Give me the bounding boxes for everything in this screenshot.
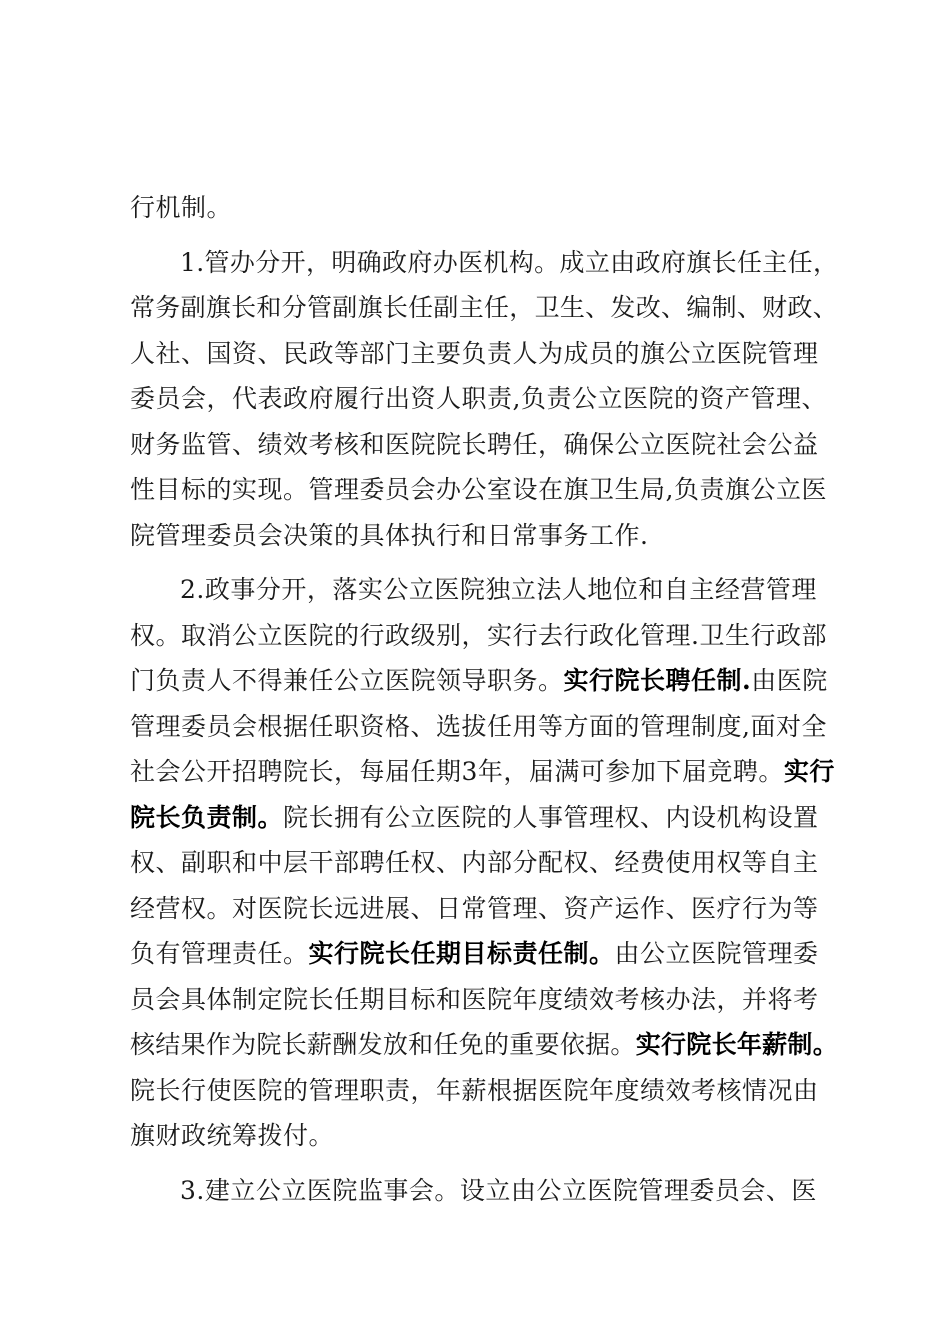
text-segment: 核结果作为院长薪酬发放和任免的重要依据。 <box>130 1030 636 1059</box>
text-segment: 人社、国资、民政等部门主要负责人为成员的旗公立医院管理 <box>130 338 819 368</box>
text-line <box>130 704 838 750</box>
bold-text-segment: 院长负责制。 <box>130 802 284 832</box>
paragraph-gap <box>130 1159 838 1168</box>
text-segment: 院管理委员会决策的具体执行和日常事务工作. <box>130 520 649 550</box>
text-segment: 由公立医院管理委 <box>614 939 819 968</box>
text-segment: 财务监管、绩效考核和医院院长聘任，确保公立医院社会公益 <box>130 429 819 459</box>
text-line <box>130 931 838 977</box>
text-segment: 负有管理责任。 <box>130 939 309 968</box>
bold-text-segment: 实行院长聘任制. <box>563 666 752 695</box>
text-segment: 经营权。对医院长远进展、日常管理、资产运作、医疗行为等 <box>130 893 819 923</box>
paragraph-gap <box>130 558 838 567</box>
text-segment: 旗财政统筹拨付。 <box>130 1121 335 1150</box>
text-segment: 常务副旗长和分管副旗长任副主任，卫生、发改、编制、财政、 <box>130 293 839 322</box>
text-segment: 行机制。 <box>130 193 233 222</box>
text-line <box>130 331 838 377</box>
bold-text-segment: 实行院长年薪制。 <box>635 1030 839 1059</box>
text-segment: 1.管办分开，明确政府办医机构。成立由政府旗长任主任， <box>180 247 839 277</box>
text-line <box>130 840 838 886</box>
text-line <box>130 795 838 841</box>
text-segment: 3.建立公立医院监事会。设立由公立医院管理委员会、医 <box>180 1175 817 1205</box>
text-line <box>130 1068 838 1114</box>
text-line <box>130 240 838 286</box>
text-line <box>130 467 838 513</box>
bold-text-segment: 实行院长任期目标责任制。 <box>308 939 615 968</box>
text-segment: 社会公开招聘院长，每届任期3年，届满可参加下届竞聘。 <box>130 757 784 786</box>
text-line <box>130 613 838 659</box>
text-line <box>130 977 838 1023</box>
text-line <box>130 567 838 613</box>
text-line <box>130 749 838 795</box>
text-segment: 性目标的实现。管理委员会办公室设在旗卫生局,负责旗公立医 <box>130 475 827 504</box>
text-line <box>130 1022 838 1068</box>
text-segment: 由医院 <box>751 666 828 695</box>
text-line <box>130 513 838 559</box>
text-segment: 院长拥有公立医院的人事管理权、内设机构设置 <box>283 802 819 832</box>
text-line <box>130 886 838 932</box>
text-segment: 权、副职和中层干部聘任权、内部分配权、经费使用权等自主 <box>130 848 819 877</box>
text-segment: 权。取消公立医院的行政级别，实行去行政化管理.卫生行政部 <box>130 620 827 650</box>
text-line <box>130 1168 838 1214</box>
text-segment: 门负责人不得兼任公立医院领导职务。 <box>130 666 564 695</box>
text-segment: 员会具体制定院长任期目标和医院年度绩效考核办法，并将考 <box>130 984 819 1014</box>
text-segment: 2.政事分开，落实公立医院独立法人地位和自主经营管理 <box>180 575 817 604</box>
text-line <box>130 1113 838 1159</box>
text-segment: 院长行使医院的管理职责，年薪根据医院年度绩效考核情况由 <box>130 1075 819 1105</box>
text-line <box>130 285 838 331</box>
text-line <box>130 658 838 704</box>
text-line <box>130 422 838 468</box>
text-segment: 委员会，代表政府履行出资人职责,负责公立医院的资产管理、 <box>130 384 827 413</box>
document-body <box>130 185 838 1213</box>
paragraph-gap <box>130 231 838 240</box>
text-line <box>130 185 838 231</box>
bold-text-segment: 实行 <box>783 757 835 786</box>
text-line <box>130 376 838 422</box>
text-segment: 管理委员会根据任职资格、选拔任用等方面的管理制度,面对全 <box>130 711 827 741</box>
